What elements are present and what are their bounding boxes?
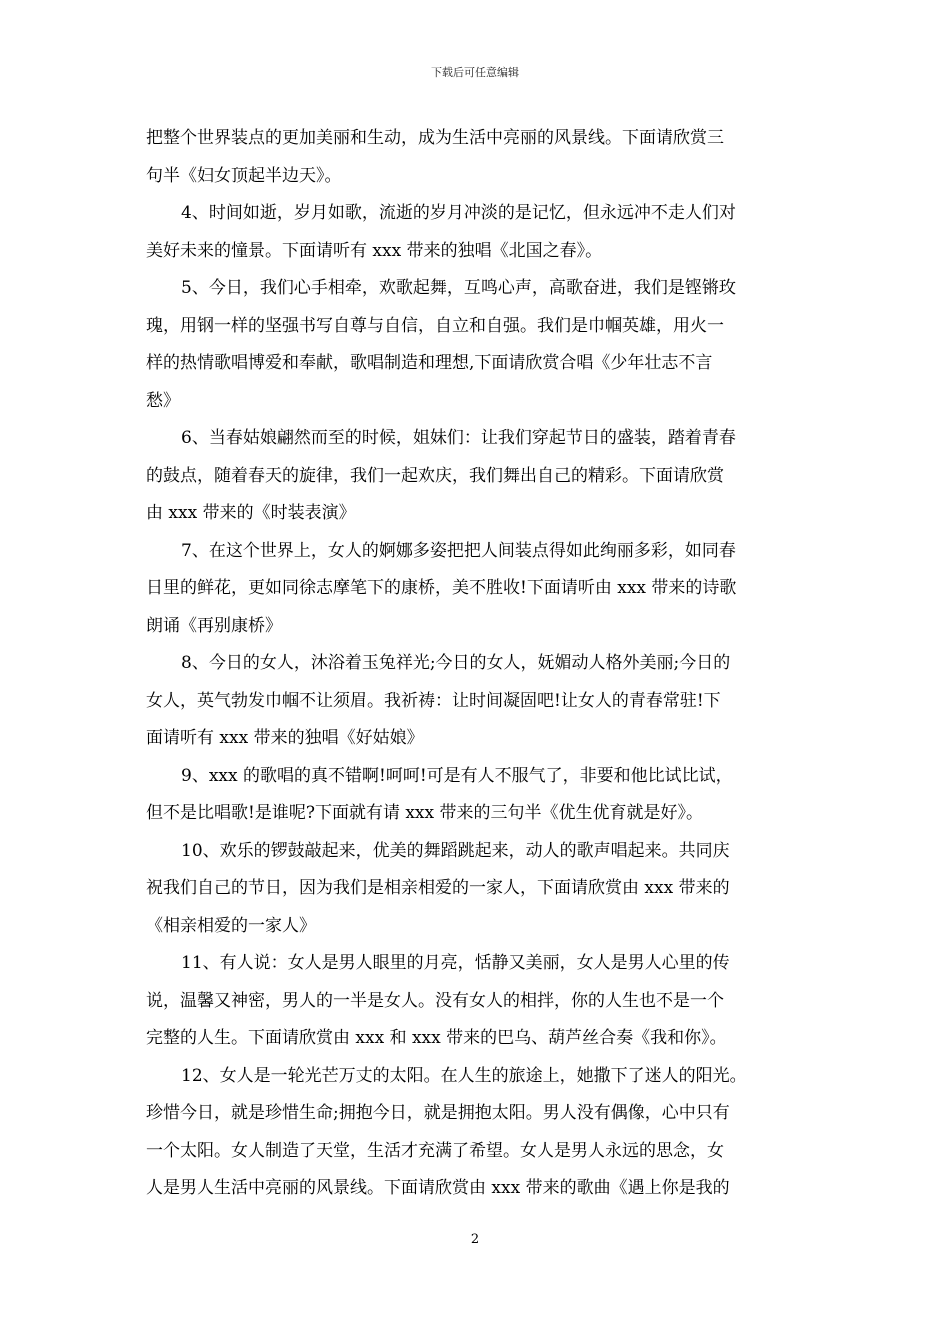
text-line: 12、女人是一轮光芒万丈的太阳。在人生的旅途上，她撒下了迷人的阳光。 bbox=[181, 1065, 747, 1086]
text-line: 的鼓点，随着春天的旋律，我们一起欢庆，我们舞出自己的精彩。下面请欣赏 bbox=[146, 465, 724, 486]
text-line: 美好未来的憧景。下面请听有 xxx 带来的独唱《北国之春》。 bbox=[146, 240, 603, 261]
text-line: 8、今日的女人，沐浴着玉兔祥光;今日的女人，妩媚动人格外美丽;今日的 bbox=[181, 653, 731, 673]
text-line: 日里的鲜花，更如同徐志摩笔下的康桥，美不胜收!下面请听由 xxx 带来的诗歌 bbox=[146, 578, 737, 598]
text-line: 4、时间如逝，岁月如歌，流逝的岁月冲淡的是记忆，但永远冲不走人们对 bbox=[181, 203, 736, 223]
text-line: 7、在这个世界上，女人的婀娜多姿把把人间装点得如此绚丽多彩，如同春 bbox=[181, 540, 736, 561]
text-line: 珍惜今日，就是珍惜生命;拥抱今日，就是拥抱太阳。男人没有偶像，心中只有 bbox=[146, 1103, 730, 1123]
text-line: 把整个世界装点的更加美丽和生动，成为生活中亮丽的风景线。下面请欣赏三 bbox=[146, 128, 724, 148]
paragraph-item-7 bbox=[146, 533, 810, 646]
text-line: 《相亲相爱的一家人》 bbox=[146, 915, 316, 936]
text-line: 6、当春姑娘翩然而至的时候，姐妹们：让我们穿起节日的盛装，踏着青春 bbox=[181, 428, 736, 448]
text-line: 女人，英气勃发巾帼不让须眉。我祈祷：让时间凝固吧!让女人的青春常驻!下 bbox=[146, 690, 721, 711]
paragraph-item-12 bbox=[146, 1058, 810, 1208]
page-number: 2 bbox=[470, 1232, 480, 1247]
document-body bbox=[146, 120, 810, 1208]
text-line: 但不是比唱歌!是谁呢?下面就有请 xxx 带来的三句半《优生优育就是好》。 bbox=[146, 803, 704, 823]
text-line: 一个太阳。女人制造了天堂，生活才充满了希望。女人是男人永远的思念，女 bbox=[146, 1140, 724, 1161]
text-line: 5、今日，我们心手相牵，欢歌起舞，互鸣心声，高歌奋进，我们是铿锵玫 bbox=[181, 278, 736, 298]
text-line: 人是男人生活中亮丽的风景线。下面请欣赏由 xxx 带来的歌曲《遇上你是我的 bbox=[146, 1178, 730, 1198]
paragraph-continuation bbox=[146, 120, 810, 195]
text-line: 句半《妇女顶起半边天》。 bbox=[146, 165, 342, 186]
text-line: 由 xxx 带来的《时装表演》 bbox=[146, 503, 356, 523]
text-line: 完整的人生。下面请欣赏由 xxx 和 xxx 带来的巴乌、葫芦丝合奏《我和你》。 bbox=[146, 1028, 727, 1048]
paragraph-item-9 bbox=[146, 758, 810, 833]
paragraph-item-10 bbox=[146, 833, 810, 946]
text-line: 10、欢乐的锣鼓敲起来，优美的舞蹈跳起来，动人的歌声唱起来。共同庆 bbox=[181, 840, 730, 861]
text-line: 瑰，用钢一样的坚强书写自尊与自信，自立和自强。我们是巾帼英雄，用火一 bbox=[146, 315, 724, 336]
text-line: 朗诵《再别康桥》 bbox=[146, 615, 282, 636]
page-header: 下载后可任意编辑 bbox=[431, 66, 519, 79]
text-line: 祝我们自己的节日，因为我们是相亲相爱的一家人，下面请欣赏由 xxx 带来的 bbox=[146, 878, 730, 898]
text-line: 面请听有 xxx 带来的独唱《好姑娘》 bbox=[146, 728, 424, 748]
paragraph-item-5 bbox=[146, 270, 810, 420]
text-line: 9、xxx 的歌唱的真不错啊!呵呵!可是有人不服气了，非要和他比试比试， bbox=[181, 765, 733, 786]
paragraph-item-6 bbox=[146, 420, 810, 533]
paragraph-item-8 bbox=[146, 645, 810, 758]
text-line: 样的热情歌唱博爱和奉献，歌唱制造和理想,下面请欣赏合唱《少年壮志不言 bbox=[146, 353, 713, 373]
text-line: 11、有人说：女人是男人眼里的月亮，恬静又美丽，女人是男人心里的传 bbox=[181, 953, 730, 973]
paragraph-item-4 bbox=[146, 195, 810, 270]
text-line: 愁》 bbox=[146, 390, 180, 411]
paragraph-item-11 bbox=[146, 945, 810, 1058]
text-line: 说，温馨又神密，男人的一半是女人。没有女人的相拌，你的人生也不是一个 bbox=[146, 990, 724, 1011]
